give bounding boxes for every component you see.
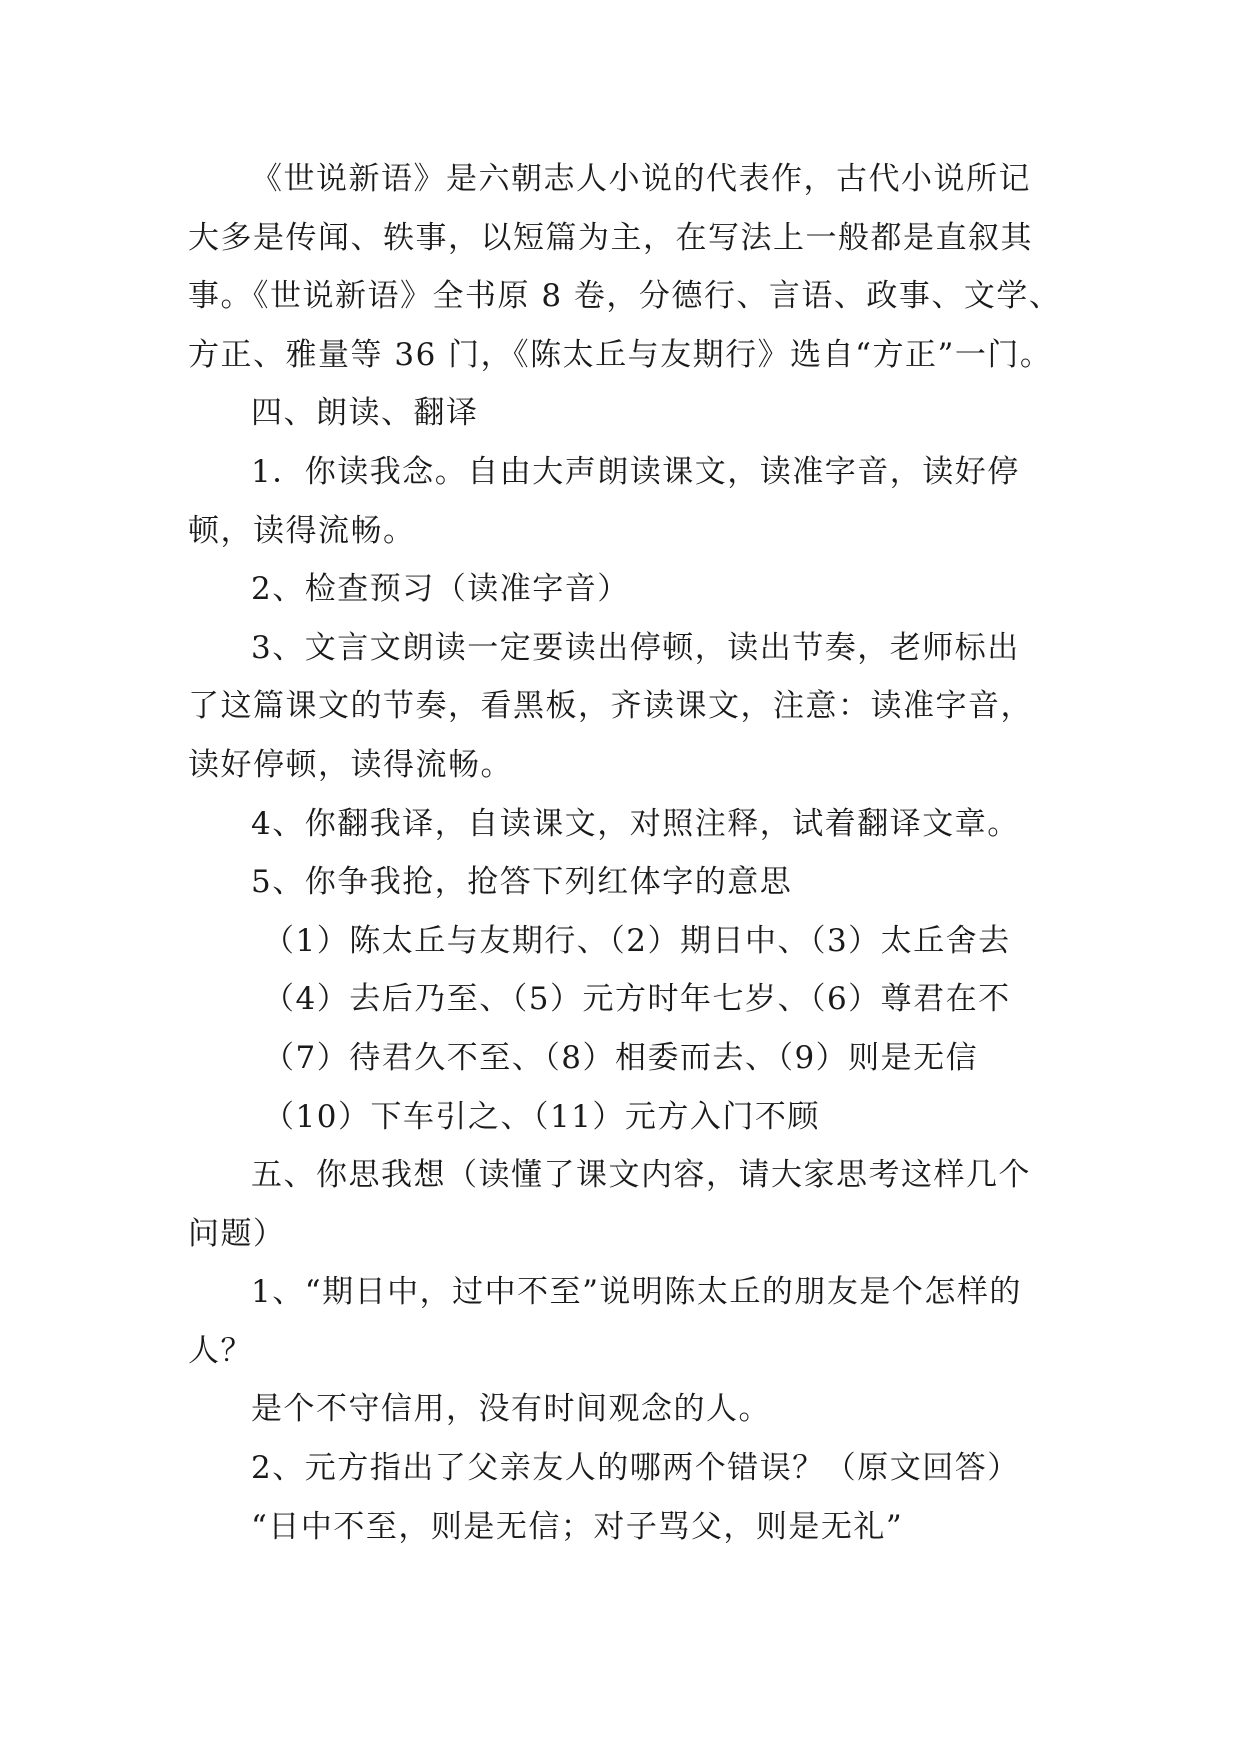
vocab-item-line: （4）去后乃至、（5）元方时年七岁、（6）尊君在不 bbox=[263, 981, 1011, 1018]
paragraph-line: 4、你翻我译，自读课文，对照注释，试着翻译文章。 bbox=[251, 805, 1020, 842]
paragraph-line: 读好停顿，读得流畅。 bbox=[188, 746, 513, 783]
vocab-item-line: （10）下车引之、（11）元方入门不顾 bbox=[263, 1098, 820, 1135]
paragraph-line: 3、文言文朗读一定要读出停顿，读出节奏，老师标出 bbox=[251, 629, 1020, 666]
paragraph-line: 事。《世说新语》全书原 8 卷，分德行、言语、政事、文学、 bbox=[188, 278, 1062, 315]
section-heading: 四、朗读、翻译 bbox=[251, 395, 479, 432]
paragraph-line: 顿，读得流畅。 bbox=[188, 512, 416, 549]
section-heading: 五、你思我想（读懂了课文内容，请大家思考这样几个 bbox=[251, 1157, 1031, 1194]
answer-line: 是个不守信用，没有时间观念的人。 bbox=[251, 1391, 771, 1428]
question-line: 2、元方指出了父亲友人的哪两个错误？（原文回答） bbox=[251, 1450, 1020, 1487]
answer-line: “日中不至，则是无信；对子骂父，则是无礼” bbox=[251, 1508, 904, 1545]
paragraph-line: 了这篇课文的节奏，看黑板，齐读课文，注意：读准字音， bbox=[188, 688, 1033, 725]
paragraph-line: 大多是传闻、轶事，以短篇为主，在写法上一般都是直叙其 bbox=[188, 219, 1033, 256]
vocab-item-line: （1）陈太丘与友期行、（2）期日中、（3）太丘舍去 bbox=[263, 922, 1011, 959]
paragraph-line: 《世说新语》是六朝志人小说的代表作，古代小说所记 bbox=[251, 161, 1031, 197]
paragraph-line: 1．你读我念。自由大声朗读课文，读准字音，读好停 bbox=[251, 453, 1020, 490]
vocab-item-line: （7）待君久不至、（8）相委而去、（9）则是无信 bbox=[263, 1039, 979, 1076]
question-line: 人？ bbox=[188, 1332, 253, 1369]
paragraph-line: 方正、雅量等 36 门，《陈太丘与友期行》选自“方正”一门。 bbox=[188, 336, 1053, 373]
document-page bbox=[188, 150, 1062, 1556]
paragraph-line: 5、你争我抢，抢答下列红体字的意思 bbox=[251, 864, 793, 901]
paragraph-line: 2、检查预习（读准字音） bbox=[251, 571, 630, 608]
paragraph-line: 问题） bbox=[188, 1215, 286, 1252]
question-line: 1、“期日中，过中不至”说明陈太丘的朋友是个怎样的 bbox=[251, 1274, 1022, 1311]
